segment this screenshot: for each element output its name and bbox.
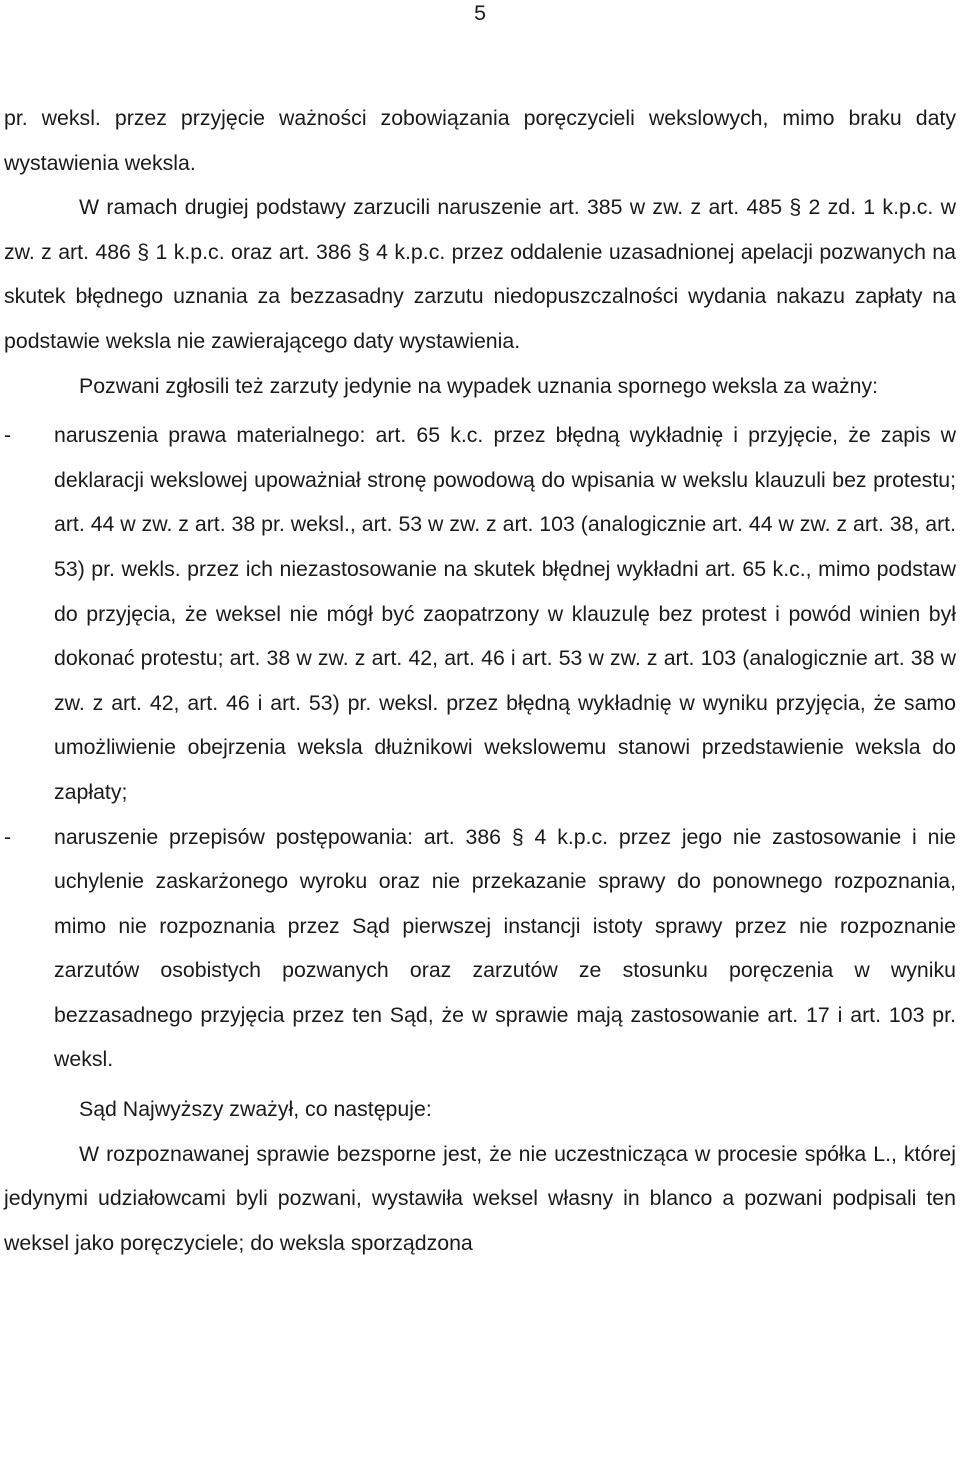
list-dash: - (4, 423, 12, 448)
paragraph-alternative-objections: Pozwani zgłosili też zarzuty jedynie na wypadek uznania spornego weksla za ważny: (79, 373, 879, 398)
document-body (4, 96, 956, 1265)
list-dash: - (4, 824, 12, 849)
paragraph-second-ground: W ramach drugiej podstawy zarzucili naruszenie art. 385 w zw. z art. 485 § 2 zd. 1 k.p.c. w zw. z art. 486 § 1 k.p.c. oraz art. 386 § 4 k.p.c. przez oddalenie uzasadnionej apelacji pozwanych na skutek błędnego uznania za bezzasadny zarzutu niedopuszczalności wydania nakazu zapłaty na podstawie weksla nie zawierającego daty wystawienia. (4, 195, 956, 353)
paragraph-court-considered: Sąd Najwyższy zważył, co następuje: (79, 1097, 432, 1122)
list-item (4, 413, 956, 814)
list-item-text: naruszenie przepisów postępowania: art. 386 § 4 k.p.c. przez jego nie zastosowanie i nie uchylenie zaskarżonego wyroku oraz nie przekazanie sprawy do ponownego rozpoznania, mimo nie rozpoznania przez Sąd pierwszej instancji istoty sprawy przez nie rozpoznanie zarzutów osobistych pozwanych oraz zarzutów ze stosunku poręczenia w wyniku bezzasadnego przyjęcia przez ten Sąd, że w sprawie mają zastosowanie art. 17 i art. 103 pr. weksl. (54, 824, 956, 1072)
page-number: 5 (474, 1, 486, 25)
paragraph-reasoning: W rozpoznawanej sprawie bezsporne jest, że nie uczestnicząca w procesie spółka L., której jedynymi udziałowcami byli pozwani, wystawiła weksel własny in blanco a pozwani podpisali ten weksel jako poręczyciele; do weksla sporządzona (4, 1141, 956, 1255)
paragraph-continuation: pr. weksl. przez przyjęcie ważności zobowiązania poręczycieli wekslowych, mimo braku daty wystawienia weksla. (4, 106, 956, 175)
list-item-text: naruszenia prawa materialnego: art. 65 k.c. przez błędną wykładnię i przyjęcie, że zapis w deklaracji wekslowej upoważniał stronę powodową do wpisania w wekslu klauzuli bez protestu; art. 44 w zw. z art. 38 pr. weksl., art. 53 w zw. z art. 103 (analogicznie art. 44 w zw. z art. 38, art. 53) pr. wekls. przez ich niezastosowanie na skutek błędnej wykładni art. 65 k.c., mimo podstaw do przyjęcia, że weksel nie mógł być zaopatrzony w klauzulę bez protest i powód winien był dokonać protestu; art. 38 w zw. z art. 42, art. 46 i art. 53 w zw. z art. 103 (analogicznie art. 38 w zw. z art. 42, art. 46 i art. 53) pr. weksl. przez błędną wykładnię w wyniku przyjęcia, że samo umożliwienie obejrzenia weksla dłużnikowi wekslowemu stanowi przedstawienie weksla do zapłaty; (54, 423, 956, 804)
list-item (4, 815, 956, 1083)
